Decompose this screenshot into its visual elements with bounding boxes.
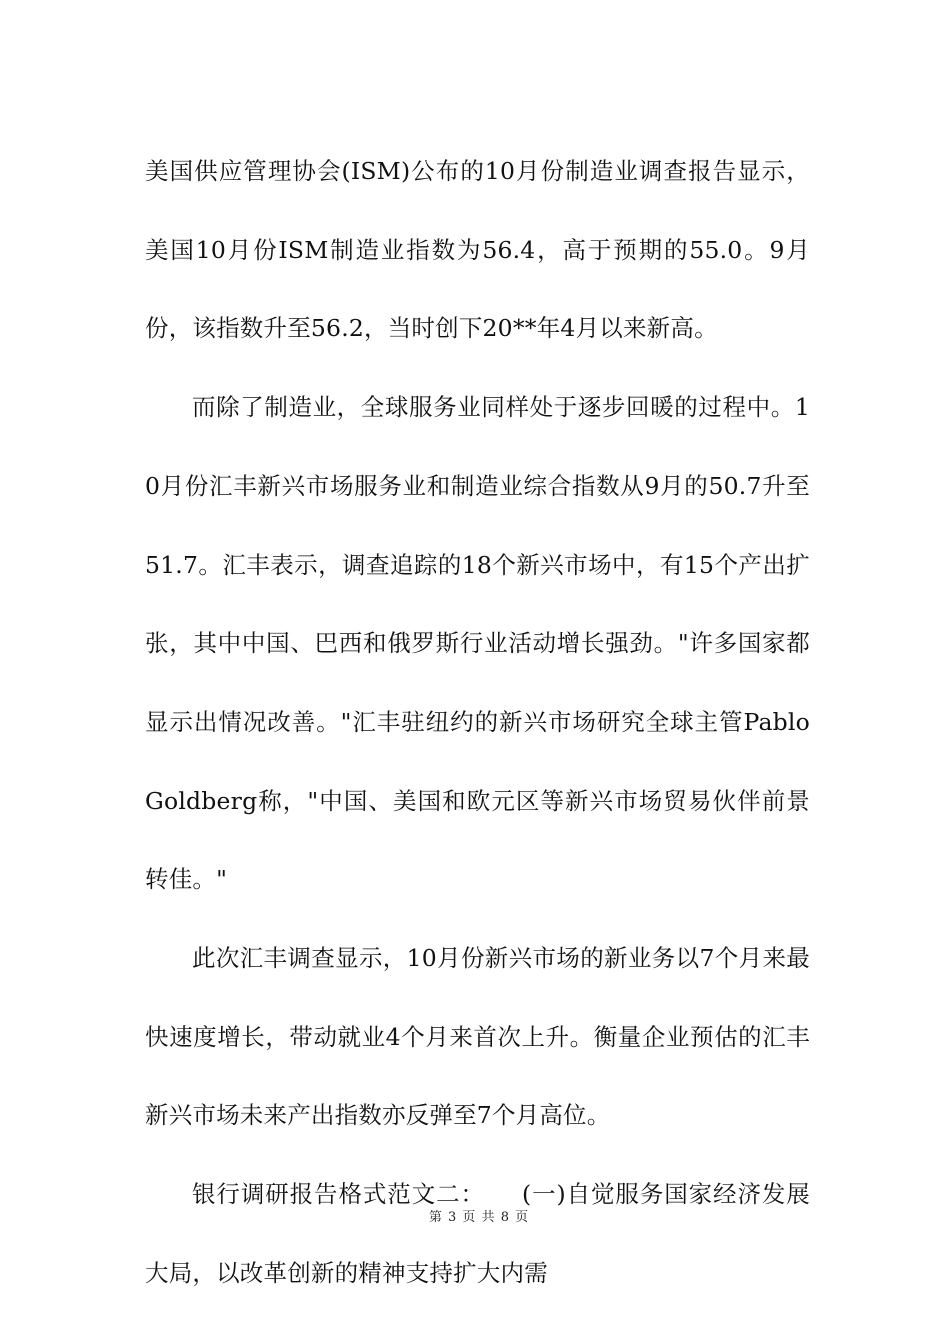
paragraph-bank-report-template: 银行调研报告格式范文二： (一)自觉服务国家经济发展大局，以改革创新的精神支持扩大内需 <box>145 1180 810 1287</box>
page-footer <box>0 1206 950 1225</box>
document-body <box>145 132 810 1313</box>
page-number-label: 第 3 页 共 8 页 <box>428 1210 530 1225</box>
paragraph-hsbc-emerging-markets: 而除了制造业，全球服务业同样处于逐步回暖的过程中。10月份汇丰新兴市场服务业和制造业综合指数从9月的50.7升至51.7。汇丰表示，调查追踪的18个新兴市场中，有15个产出扩张，其中中国、巴西和俄罗斯行业活动增长强劲。"许多国家都显示出情况改善。"汇丰驻纽约的新兴市场研究全球主管PabloGoldberg称，"中国、美国和欧元区等新兴市场贸易伙伴前景转佳。" <box>145 393 810 894</box>
paragraph-hsbc-survey: 此次汇丰调查显示，10月份新兴市场的新业务以7个月来最快速度增长，带动就业4个月来首次上升。衡量企业预估的汇丰新兴市场未来产出指数亦反弹至7个月高位。 <box>145 944 810 1130</box>
paragraph-ism-report: 美国供应管理协会(ISM)公布的10月份制造业调查报告显示，美国10月份ISM制造业指数为56.4，高于预期的55.0。9月份，该指数升至56.2，当时创下20**年4月以来新高。 <box>145 157 810 343</box>
